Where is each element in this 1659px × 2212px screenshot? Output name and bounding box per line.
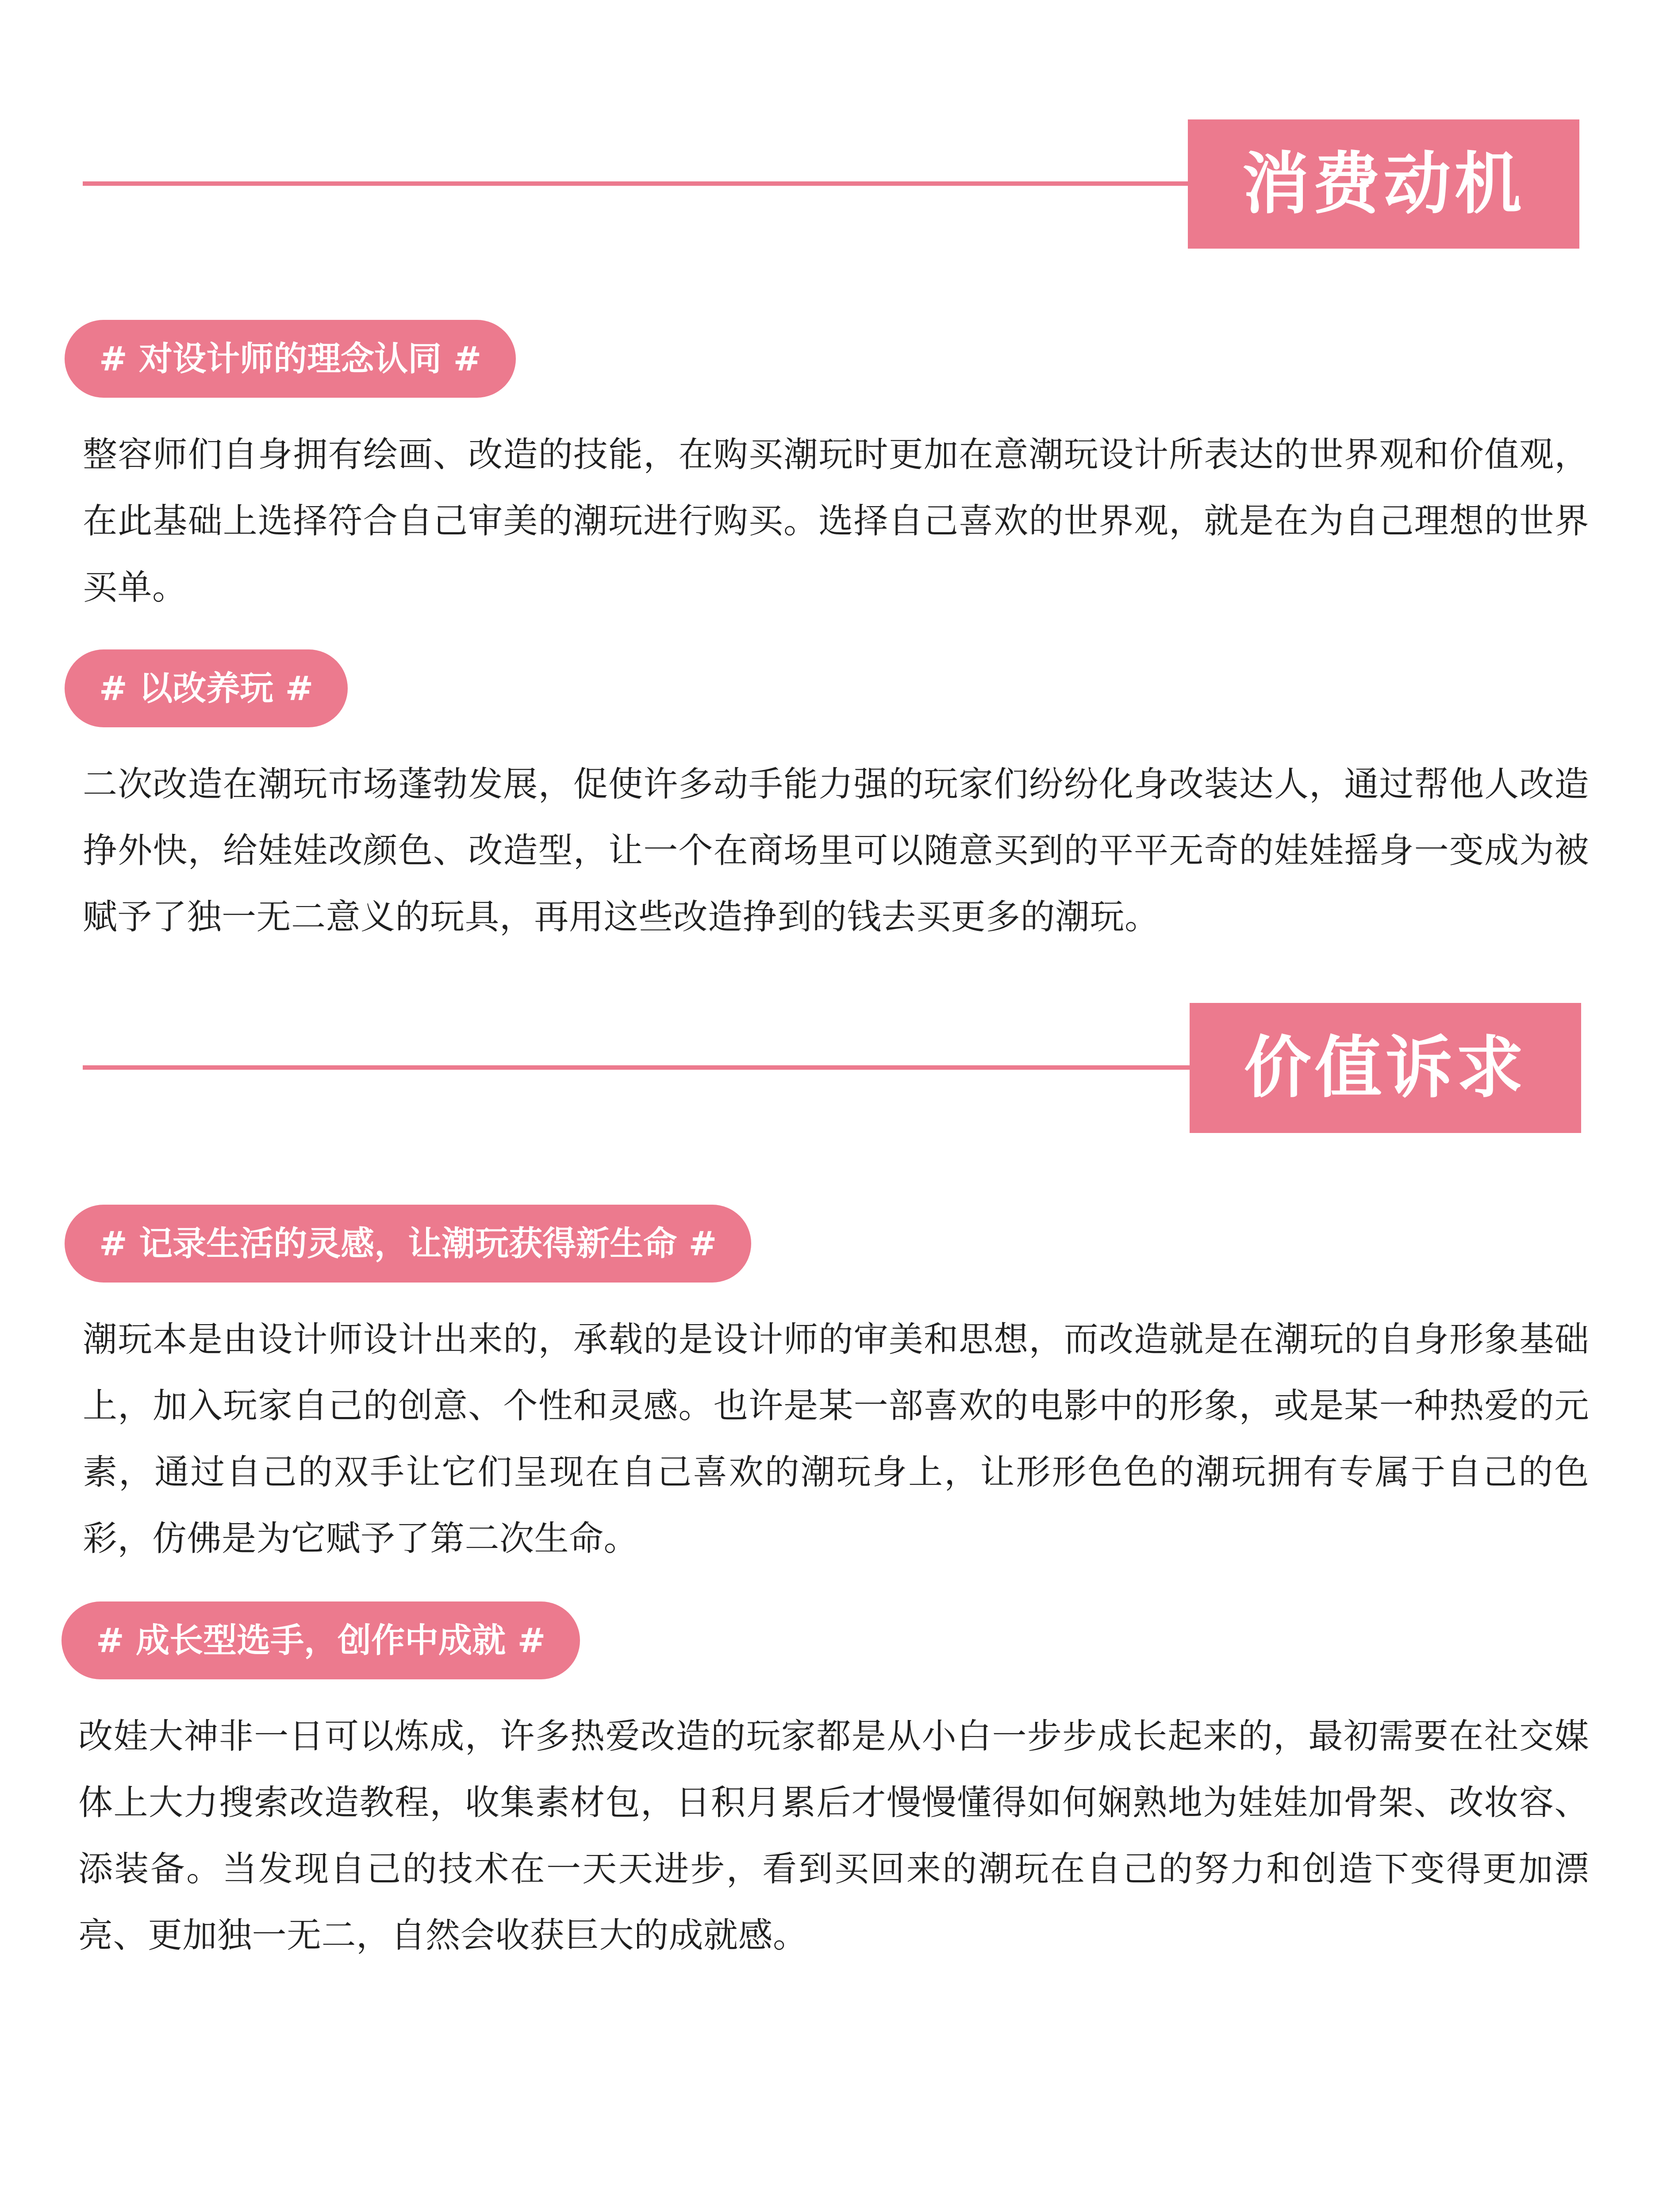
body-paragraph: 二次改造在潮玩市场蓬勃发展，促使许多动手能力强的玩家们纷纷化身改装达人，通过帮他人改造挣外快，给娃娃改颜色、改造型，让一个在商场里可以随意买到的平平无奇的娃娃摇身一变成为被赋予了独一无二意义的玩具，再用这些改造挣到的钱去买更多的潮玩。 — [83, 764, 1589, 937]
section-title: 消费动机 — [1188, 119, 1579, 249]
section-divider-line — [83, 181, 1215, 186]
tag-label: # 以改养玩 # — [65, 649, 348, 727]
tag-label: # 对设计师的理念认同 # — [65, 320, 516, 398]
body-paragraph: 整容师们自身拥有绘画、改造的技能，在购买潮玩时更加在意潮玩设计所表达的世界观和价值观，在此基础上选择符合自己审美的潮玩进行购买。选择自己喜欢的世界观，就是在为自己理想的世界买单。 — [83, 435, 1589, 607]
tag-label: # 成长型选手，创作中成就 # — [61, 1601, 580, 1679]
section-title: 价值诉求 — [1190, 1003, 1581, 1133]
section-divider-line — [83, 1065, 1215, 1070]
body-paragraph: 潮玩本是由设计师设计出来的，承载的是设计师的审美和思想，而改造就是在潮玩的自身形象基础上，加入玩家自己的创意、个性和灵感。也许是某一部喜欢的电影中的形象，或是某一种热爱的元素，通过自己的双手让它们呈现在自己喜欢的潮玩身上，让形形色色的潮玩拥有专属于自己的色彩，仿佛是为它赋予了第二次生命。 — [83, 1320, 1589, 1559]
tag-label: # 记录生活的灵感，让潮玩获得新生命 # — [65, 1205, 751, 1283]
body-paragraph: 改娃大神非一日可以炼成，许多热爱改造的玩家都是从小白一步步成长起来的，最初需要在社交媒体上大力搜索改造教程，收集素材包，日积月累后才慢慢懂得如何娴熟地为娃娃加骨架、改妆容、添装备。当发现自己的技术在一天天进步，看到买回来的潮玩在自己的努力和创造下变得更加漂亮、更加独一无二，自然会收获巨大的成就感。 — [78, 1717, 1589, 1955]
